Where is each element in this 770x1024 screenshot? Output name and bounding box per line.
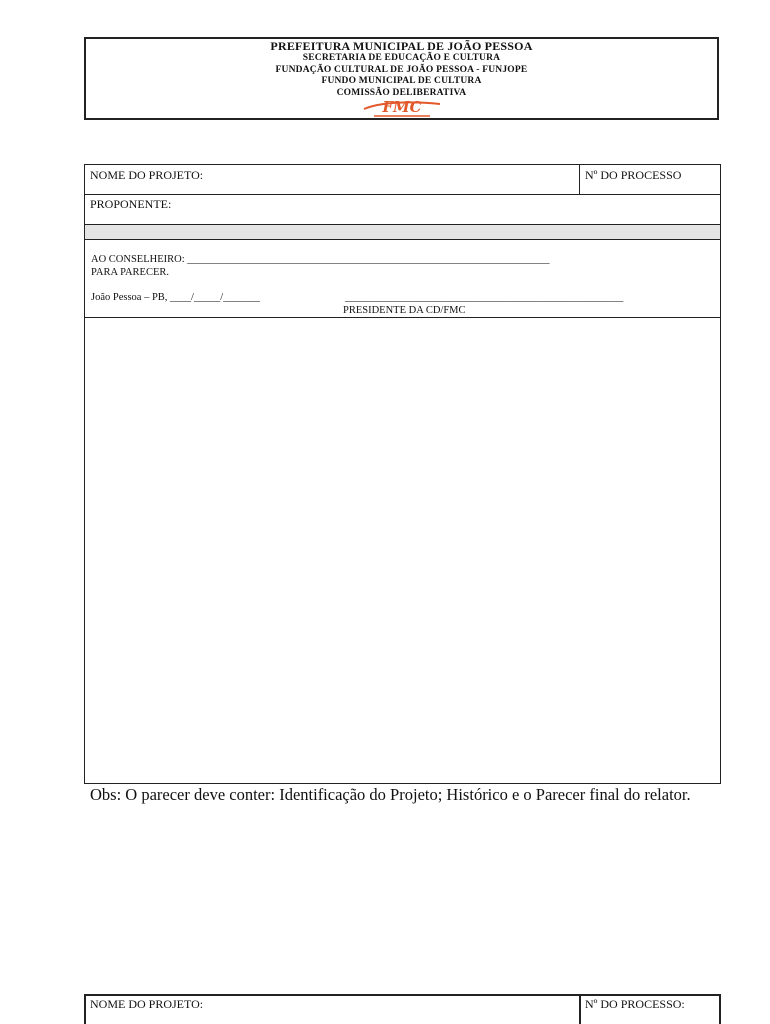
opinion-text-area[interactable] <box>85 318 720 783</box>
president-label: PRESIDENTE DA CD/FMC <box>343 305 466 316</box>
observation-note: Obs: O parecer deve conter: Identificação do Projeto; Histórico e o Parecer final do relator. <box>90 785 691 804</box>
process-number-label: Nº DO PROCESSO <box>585 168 682 182</box>
form-box <box>84 164 721 784</box>
signature-line: _____________________________________________________ <box>345 292 624 303</box>
date-line: João Pessoa – PB, ____/_____/_______ <box>91 292 260 303</box>
header-box <box>84 37 719 120</box>
proponent-field[interactable] <box>85 195 720 225</box>
counselor-line: AO CONSELHEIRO: _____________________________________________________________________ <box>91 254 550 265</box>
gray-separator <box>85 225 720 240</box>
project-name-label: NOME DO PROJETO: <box>90 168 204 182</box>
process-number-field[interactable] <box>580 165 720 194</box>
header-line-fundacao: FUNDAÇÃO CULTURAL DE JOÃO PESSOA - FUNJOPE <box>275 64 528 75</box>
project-name-field[interactable] <box>85 165 580 194</box>
footer-project-name-label: NOME DO PROJETO: <box>90 997 204 1011</box>
header-line-fundo: FUNDO MUNICIPAL DE CULTURA <box>321 76 482 86</box>
header-line-comissao: COMISSÃO DELIBERATIVA <box>336 87 467 98</box>
header-line-secretaria: SECRETARIA DE EDUCAÇÃO E CULTURA <box>302 53 501 63</box>
proponent-label: PROPONENTE: <box>90 197 172 211</box>
dispatch-section <box>85 240 720 318</box>
header-title: PREFEITURA MUNICIPAL DE JOÃO PESSOA <box>270 39 533 53</box>
project-row <box>85 165 720 195</box>
fmc-logo-icon <box>360 99 444 119</box>
logo-text: FMC <box>381 99 422 116</box>
footer-row <box>84 994 721 1024</box>
footer-process-number-label: Nº DO PROCESSO: <box>579 996 685 1024</box>
for-review-text: PARA PARECER. <box>91 267 170 278</box>
